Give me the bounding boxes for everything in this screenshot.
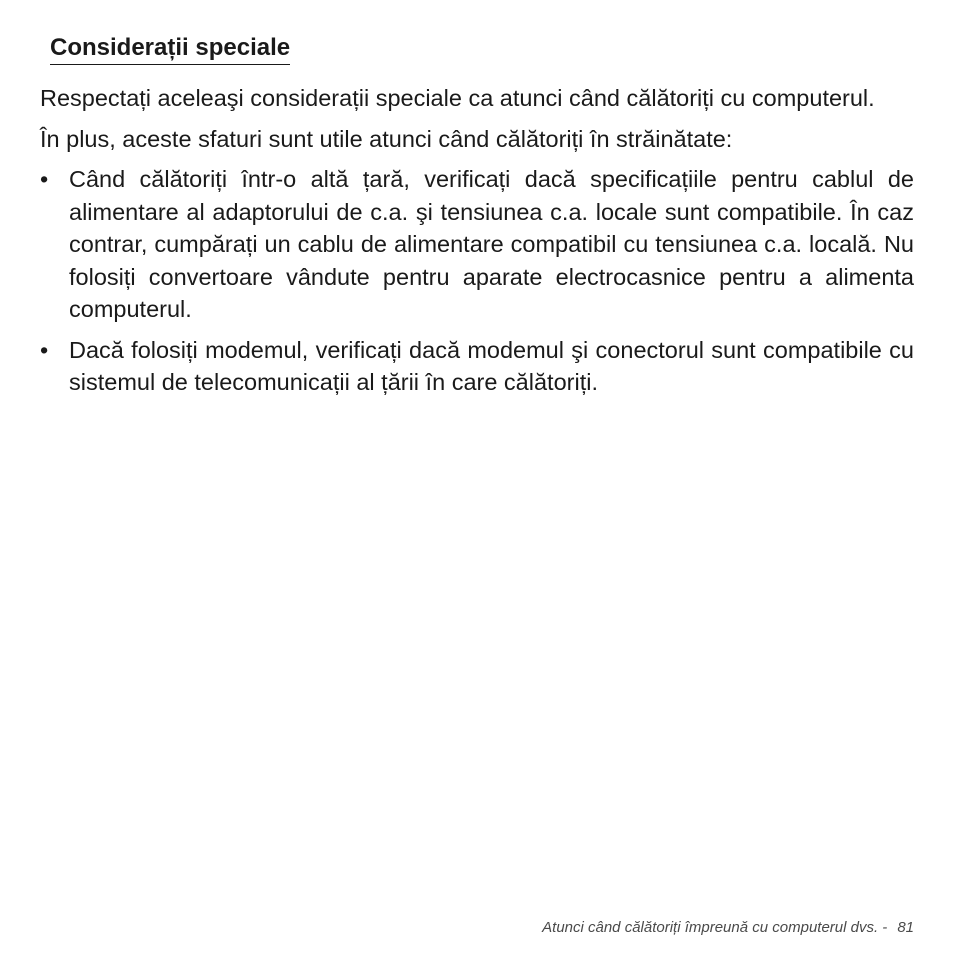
tips-list	[40, 163, 914, 399]
section-heading: Considerații speciale	[50, 33, 290, 65]
list-item	[40, 163, 914, 326]
list-item-text: Când călătoriți într-o altă țară, verificați dacă specificațiile pentru cablul de alimentare al adaptorului de c.a. şi tensiunea c.a. locale sunt compatibile. În caz contrar, cumpărați un cablu de alimentare compatibil cu tensiunea c.a. locală. Nu folosiți convertoare vândute pentru aparate electrocasnice pentru a alimenta computerul.	[69, 166, 914, 322]
list-item-text: Dacă folosiți modemul, verificați dacă modemul şi conectorul sunt compatibile cu sistemul de telecomunicații al țării în care călătoriți.	[69, 336, 914, 395]
bullet-icon: •	[40, 336, 49, 363]
page-number: 81	[897, 919, 914, 936]
intro-paragraph: Respectați aceleaşi considerații speciale ca atunci când călătoriți cu computerul.	[40, 85, 875, 111]
page-footer	[542, 918, 914, 938]
bullet-icon: •	[40, 166, 49, 192]
footer-chapter-title: Atunci când călătoriți împreună cu computerul dvs. -	[542, 919, 888, 936]
section-body	[40, 82, 914, 407]
list-item	[40, 334, 914, 399]
travel-abroad-paragraph: În plus, aceste sfaturi sunt utile atunci când călătoriți în străinătate:	[40, 125, 733, 152]
